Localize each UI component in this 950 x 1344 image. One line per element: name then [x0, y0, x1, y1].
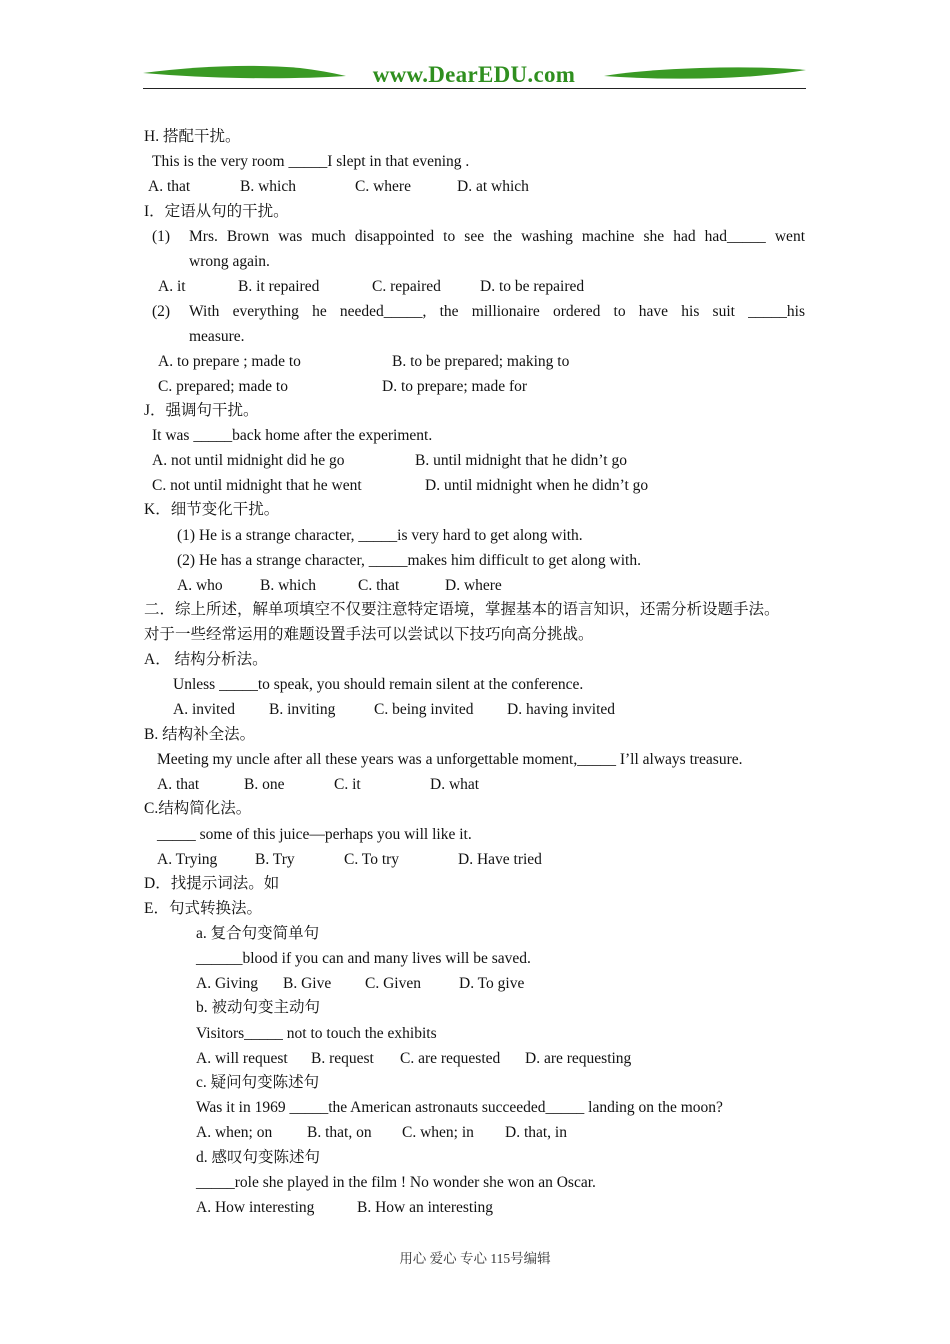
options-i1 [0, 277, 950, 297]
options-eb [0, 1049, 950, 1069]
section-k-title: K．细节变化干扰。 [144, 501, 280, 518]
options-i2-row2 [0, 377, 950, 397]
method-a-title: A． 结构分析法。 [144, 651, 268, 668]
options-ed [0, 1198, 950, 1218]
question-i1-cont: wrong again. [189, 253, 270, 270]
method-e-sub-a: a. 复合句变简单句 [196, 925, 320, 942]
option: D. to prepare; made for [382, 378, 528, 395]
option: A. will request [196, 1050, 288, 1067]
option: C. are requested [400, 1050, 501, 1067]
section-h-title: H. 搭配干扰。 [144, 128, 241, 145]
option: C. it [334, 776, 361, 793]
option: D. at which [457, 178, 529, 195]
left-swoosh [143, 66, 346, 78]
question-j: It was _____back home after the experiment. [152, 427, 433, 444]
section-j-title: J．强调句干扰。 [144, 402, 259, 419]
option: D. having invited [507, 701, 616, 718]
method-d-title: D．找提示词法。如 [144, 875, 280, 892]
question-k2: (2) He has a strange character, _____makes him difficult to get along with. [177, 552, 641, 569]
header-rule [143, 88, 806, 89]
options-i2-row1 [0, 352, 950, 372]
option: C. prepared; made to [158, 378, 288, 395]
option: A. to prepare ; made to [158, 353, 301, 370]
option: D. until midnight when he didn’t go [425, 477, 649, 494]
method-e-sub-b: b. 被动句变主动句 [196, 999, 321, 1016]
question-eb: Visitors_____ not to touch the exhibits [196, 1025, 437, 1042]
option: D. where [445, 577, 502, 594]
option: C. when; in [402, 1124, 474, 1141]
option: B. request [311, 1050, 374, 1067]
option: B. How an interesting [357, 1199, 494, 1216]
options-b [0, 775, 950, 795]
question-ec: Was it in 1969 _____the American astronauts succeeded_____ landing on the moon? [196, 1099, 723, 1116]
page-footer: 用心 爱心 专心 115号编辑 [399, 1251, 551, 1266]
options-k [0, 576, 950, 596]
question-number: (2) [152, 303, 171, 320]
question-h: This is the very room _____I slept in that evening . [152, 153, 470, 170]
option: B. which [240, 178, 296, 195]
option: D. are requesting [525, 1050, 632, 1067]
option: A. How interesting [196, 1199, 315, 1216]
site-logo-text: www.DearEDU.com [372, 62, 576, 87]
option: D. that, in [505, 1124, 567, 1141]
method-e-title: E．句式转换法。 [144, 900, 262, 917]
question-c: _____ some of this juice—perhaps you will like it. [157, 826, 472, 843]
page-header [0, 0, 950, 100]
section-i-title: I．定语从句的干扰。 [144, 203, 289, 220]
option: D. Have tried [458, 851, 542, 868]
option: C. repaired [372, 278, 441, 295]
options-j-row2 [0, 476, 950, 496]
method-b-title: B. 结构补全法。 [144, 726, 256, 743]
question-a: Unless _____to speak, you should remain silent at the conference. [173, 676, 584, 693]
question-b: Meeting my uncle after all these years was a unforgettable moment,_____ I’ll always treasure. [157, 751, 743, 768]
right-swoosh [604, 67, 806, 78]
options-j-row1 [0, 451, 950, 471]
option: C. To try [344, 851, 400, 868]
section-2-intro: 二．综上所述，解单项填空不仅要注意特定语境，掌握基本的语言知识，还需分析设题手法。 [144, 601, 780, 618]
option: A. Trying [157, 851, 218, 868]
options-ea [0, 974, 950, 994]
question-i1: Mrs. Brown was much disappointed to see the washing machine she had had_____ went [189, 228, 805, 245]
method-e-sub-c: c. 疑问句变陈述句 [196, 1074, 320, 1091]
option: B. that, on [307, 1124, 372, 1141]
option: C. not until midnight that he went [152, 477, 362, 494]
option: B. inviting [269, 701, 336, 718]
option: B. one [244, 776, 285, 793]
option: A. that [157, 776, 200, 793]
option: A. not until midnight did he go [152, 452, 345, 469]
method-e-sub-d: d. 感叹句变陈述句 [196, 1149, 321, 1166]
option: B. Give [283, 975, 332, 992]
option: A. when; on [196, 1124, 273, 1141]
option: C. where [355, 178, 411, 195]
question-k1: (1) He is a strange character, _____is very hard to get along with. [177, 527, 583, 544]
option: C. being invited [374, 701, 474, 718]
option: A. who [177, 577, 223, 594]
option: D. to be repaired [480, 278, 585, 295]
option: B. it repaired [238, 278, 320, 295]
options-a [0, 700, 950, 720]
question-ea: ______blood if you can and many lives will be saved. [196, 950, 531, 967]
option: A. that [148, 178, 191, 195]
question-ed: _____role she played in the film ! No wonder she won an Oscar. [196, 1174, 596, 1191]
options-h [0, 177, 950, 197]
option: B. until midnight that he didn’t go [415, 452, 627, 469]
question-i2: With everything he needed_____, the millionaire ordered to have his suit _____his [189, 303, 805, 320]
options-c [0, 850, 950, 870]
option: A. Giving [196, 975, 258, 992]
option: A. it [158, 278, 186, 295]
option: A. invited [173, 701, 235, 718]
option: C. Given [365, 975, 421, 992]
section-2-intro-cont: 对于一些经常运用的难题设置手法可以尝试以下技巧向高分挑战。 [144, 626, 594, 643]
question-i2-cont: measure. [189, 328, 245, 345]
question-number: (1) [152, 228, 171, 245]
option: B. to be prepared; making to [392, 353, 570, 370]
option: B. Try [255, 851, 295, 868]
method-c-title: C.结构简化法。 [144, 800, 252, 817]
option: C. that [358, 577, 400, 594]
option: D. what [430, 776, 480, 793]
option: D. To give [459, 975, 525, 992]
options-ec [0, 1123, 950, 1143]
option: B. which [260, 577, 316, 594]
